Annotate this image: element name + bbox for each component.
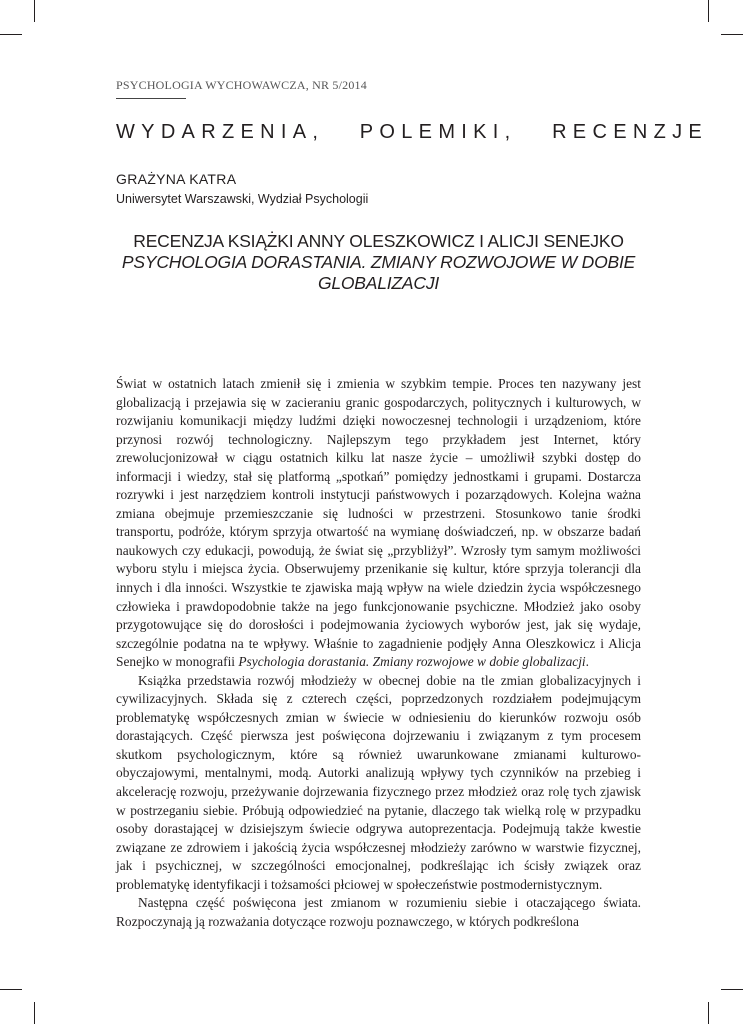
running-header: PSYCHOLOGIA WYCHOWAWCZA, NR 5/2014 <box>116 78 367 92</box>
paragraph-1 <box>116 375 641 672</box>
paragraph-2: Książka przedstawia rozwój młodzieży w obecnej dobie na tle zmian globalizacyjnych i cywilizacyjnych. Składa się z czterech części, poprzedzonych rozdziałem podejmującym problematykę współczesnych zmian w świecie w odniesieniu do kierunków rozwoju osób dorastających. Część pierwsza jest poświęcona dojrzewaniu i związanym z tym procesem skutkom psychologicznym, które są również uwarunkowane zmianami kulturowo-obyczajowymi, mentalnymi, modą. Autorki analizują wpływy tych czynników na przebieg i akcelerację rozwoju, przeżywanie dojrzewania fizycznego przez młodzież oraz rolę tych zjawisk w postrzeganiu siebie. Próbują odpowiedzieć na pytanie, dlaczego tak wielką rolę w przypadku osoby dorastającej w dzisiejszym świecie odgrywa autoprezentacja. Podejmują także kwestie związane ze zdrowiem i jakością życia współczesnej młodzieży zarówno w warstwie fizycznej, jak i psychicznej, w szczególności emocjonalnej, podkreślając ich ścisły związek oraz problematykę identyfikacji i tożsamości płciowej w społeczeństwie postmodernistycznym. <box>116 672 641 892</box>
review-title <box>116 231 641 294</box>
author-affiliation: Uniwersytet Warszawski, Wydział Psychologii <box>116 192 369 206</box>
crop-mark-top-left-h <box>0 34 22 35</box>
section-title: WYDARZENIA, POLEMIKI, RECENZJE <box>116 121 709 143</box>
paragraph-1-end: . <box>585 654 590 670</box>
crop-mark-bottom-right-h <box>721 989 743 990</box>
crop-mark-top-left <box>34 0 35 22</box>
book-title: PSYCHOLOGIA DORASTANIA. ZMIANY ROZWOJOWE W DOBIE GLOBALIZACJI <box>121 252 636 293</box>
article-body <box>116 375 641 931</box>
crop-mark-top-right <box>708 0 709 22</box>
crop-mark-bottom-left-h <box>0 989 22 990</box>
review-title-line: RECENZJA KSIĄŻKI ANNY OLESZKOWICZ I ALICJI SENEJKO <box>133 231 624 251</box>
crop-mark-bottom-left <box>34 1002 35 1024</box>
header-rule <box>116 98 186 99</box>
author-name: GRAŻYNA KATRA <box>116 171 237 187</box>
paragraph-1-text: Świat w ostatnich latach zmienił się i zmienia w szybkim tempie. Proces ten nazywany jest globalizacją i przejawia się w zacieraniu granic gospodarczych, politycznych i kulturowych, w rozwijaniu komunikacji między ludźmi dzięki nowoczesnej technologii i urządzeniom, które przynosi rozwój technologiczny. Najlepszym tego przykładem jest Internet, który zrewolucjonizował w ciągu ostatnich kilku lat nasze życie – umożliwił szybki dostęp do informacji i wiedzy, stał się platformą „spotkań” pomiędzy jednostkami i grupami. Dostarcza rozrywki i jest narzędziem kontroli instytucji państwowych i pozarządowych. Kolejna ważna zmiana obejmuje przemieszczanie się ludności w przestrzeni. Stosunkowo tanie środki transportu, podróże, którym sprzyja otwartość na wymianę doświadczeń, np. w obszarze badań naukowych czy edukacji, powodują, że świat się „przybliżył”. Wzrosły tym samym możliwości wyboru stylu i miejsca życia. Obserwujemy przenikanie się kultur, które sprzyja tolerancji dla innych i dla inności. Wszystkie te zjawiska mają wpływ na wiele dziedzin życia współczesnego człowieka i prawdopodobnie także na jego funkcjonowanie psychiczne. Młodzież jako osoby przygotowujące się do dorosłości i podejmowania życiowych wyborów jest, jak się wydaje, szczególnie podatna na te wpływy. Właśnie to zagadnienie podjęły Anna Oleszkowicz i Alicja Senejko w monografii <box>116 376 641 670</box>
crop-mark-top-right-h <box>721 34 743 35</box>
crop-mark-bottom-right <box>708 1002 709 1024</box>
book-title-inline: Psychologia dorastania. Zmiany rozwojowe w dobie globalizacji <box>238 654 586 670</box>
paragraph-3: Następna część poświęcona jest zmianom w rozumieniu siebie i otaczającego świata. Rozpoczynają ją rozważania dotyczące rozwoju poznawczego, w których podkreślona <box>116 895 641 929</box>
